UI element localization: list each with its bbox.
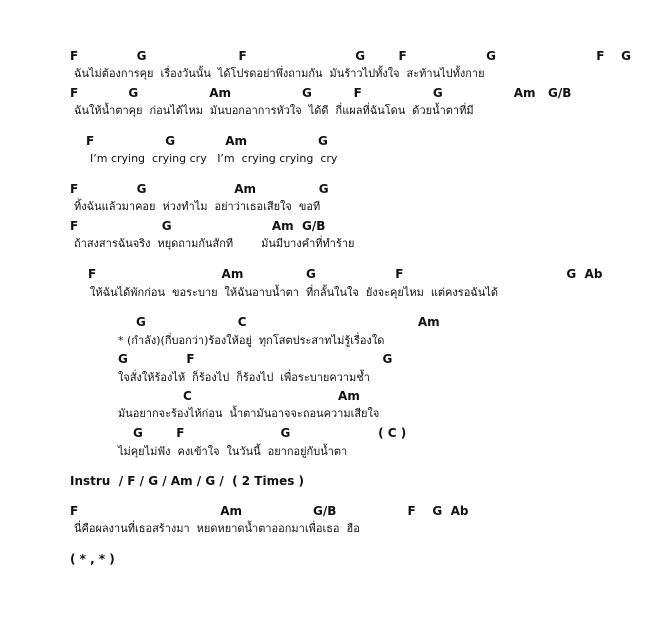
- lyric-line: ฉันไม่ต้องการคุย เรื่องวันนั้น ได้โปรดอย่าพึ่งถามกัน มันร้าวไปทั้งใจ สะท้านไปทั้งกาย: [74, 67, 485, 80]
- chord-line: F G Am G: [70, 182, 329, 196]
- repeat-marker: ( * , * ): [70, 552, 115, 566]
- chord-line: F G F G F G F G: [70, 49, 631, 63]
- instrumental-line: Instru / F / G / Am / G / ( 2 Times ): [70, 474, 305, 488]
- chord-line: F Am G F G Ab: [88, 267, 603, 281]
- chord-line: F G Am G F G Am G/B: [70, 86, 572, 100]
- chord-line: G F G ( C ): [133, 426, 407, 440]
- chord-line: C Am: [183, 389, 360, 403]
- chord-line: F Am G/B F G Ab: [70, 504, 469, 518]
- lyric-line: ไม่คุยไม่ฟัง คงเข้าใจ ในวันนี้ อยากอยู่กับน้ำตา: [118, 445, 348, 458]
- lyric-line: ทิ้งฉันแล้วมาคอย ห่วงทำไม อย่าว่าเธอเสียใจ ขอที: [74, 200, 321, 213]
- chord-line: G F G: [118, 352, 393, 366]
- lyric-line: ให้ฉันได้พักก่อน ขอระบาย ให้ฉันอาบน้ำตา ที่กลั้นในใจ ยังจะคุยไหม แต่คงรอฉันได้: [90, 286, 498, 299]
- lyric-line: ฉันให้น้ำตาคุย ก่อนได้ไหม มันบอกอาการหัวใจ ได้ดี กี่แผลที่ฉันโดน ด้วยน้ำตาที่มี: [74, 104, 474, 117]
- lyric-line: * (กำลัง)(กี่บอกว่า)ร้องให้อยู่ ทุกโสตประสาทไม่รู้เรื่องใด: [118, 334, 385, 347]
- lyric-line: นี่คือผลงานที่เธอสร้างมา หยดหยาดน้ำตาออกมาเพื่อเธอ ฮือ: [74, 522, 360, 535]
- chord-line: G C Am: [136, 315, 440, 329]
- lyric-line: I’m crying crying cry I’m crying crying cry: [90, 152, 338, 165]
- chord-line: F G Am G/B: [70, 219, 326, 233]
- lyric-line: ใจสั่งให้ร้องไห้ ก็ร้องไป ก็ร้องไป เพื่อระบายความช้ำ: [118, 371, 370, 384]
- lyric-line: มันอยากจะร้องไห้ก่อน น้ำตามันอาจจะถอนความเสียใจ: [118, 407, 380, 420]
- lyric-line: ถ้าสงสารฉันจริง หยุดถามกันสักที มันมีบางคำที่ทำร้าย: [74, 237, 355, 250]
- chord-line: F G Am G: [86, 134, 328, 148]
